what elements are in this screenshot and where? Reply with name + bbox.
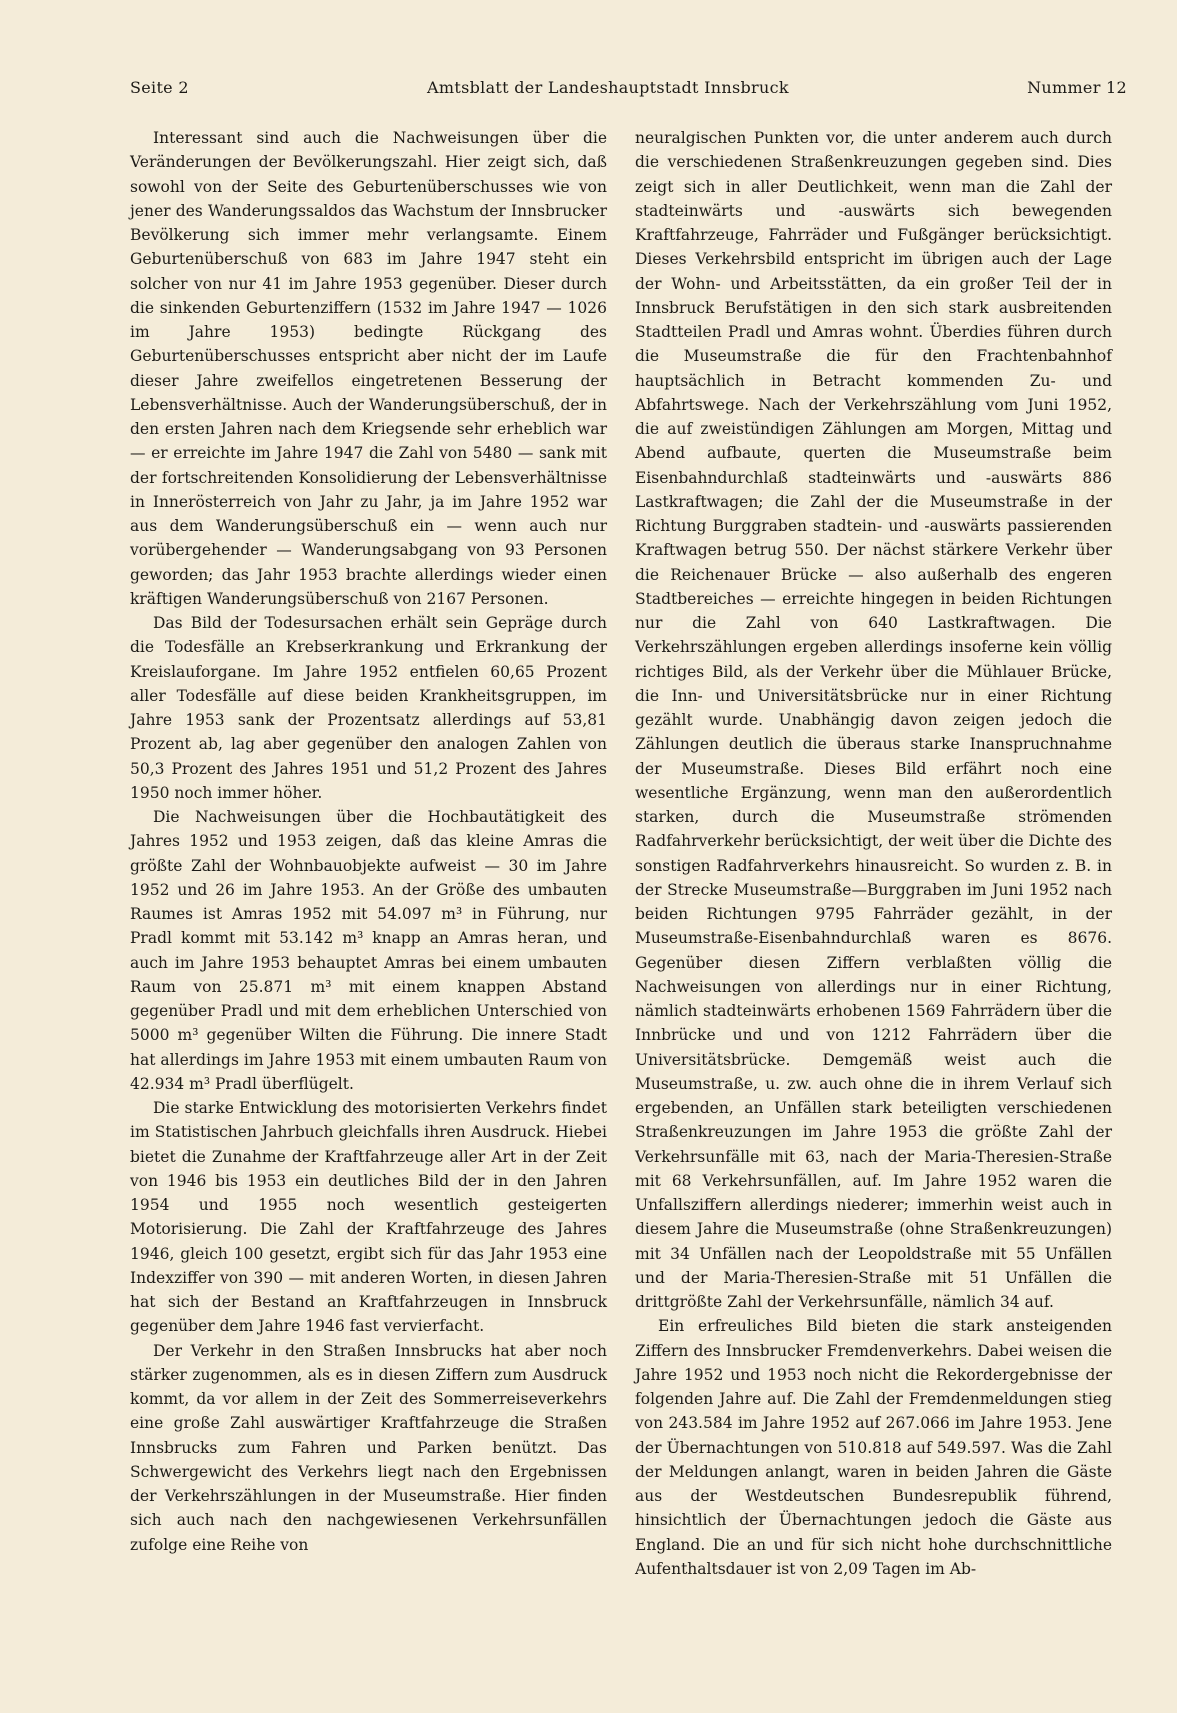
paragraph-population-change: Interessant sind auch die Nachweisungen über die Veränderungen der Bevölkerungszahl. Hier zeigt sich, daß sowohl von der Seite des Geburtenüberschusses wie von jener des Wanderungssaldos das Wachstum der Innsbrucker Bevölkerung sich immer mehr verlangsamte. Einem Geburtenüberschuß von 683 im Jahre 1947 steht ein solcher von nur 41 im Jahre 1953 gegenüber. Dieser durch die sinkenden Geburtenziffern (1532 im Jahre 1947 — 1026 im Jahre 1953) bedingte Rückgang des Geburtenüberschusses entspricht aber nicht der im Laufe dieser Jahre zweifellos eingetretenen Besserung der Lebensverhältnisse. Auch der Wanderungsüberschuß, der in den ersten Jahren nach dem Kriegsende sehr erheblich war — er erreichte im Jahre 1947 die Zahl von 5480 — sank mit der fortschreitenden Konsolidierung der Lebensverhältnisse in Innerösterreich von Jahr zu Jahr, ja im Jahre 1952 war aus dem Wanderungsüberschuß ein — wenn auch nur vorübergehender — Wanderungsabgang von 93 Personen geworden; das Jahr 1953 brachte allerdings wieder einen kräftigen Wanderungsüberschuß von 2167 Personen.: [130, 129, 607, 608]
paragraph-tourism: Ein erfreuliches Bild bieten die stark ansteigenden Ziffern des Innsbrucker Fremdenverkehrs. Dabei weisen die Jahre 1952 und 1953 noch nicht die Rekordergebnisse der folgenden Jahre auf. Die Zahl der Fremdenmeldungen stieg von 243.584 im Jahre 1952 auf 267.066 im Jahre 1953. Jene der Übernachtungen von 510.818 auf 549.597. Was die Zahl der Meldungen anlangt, waren in beiden Jahren die Gäste aus der Westdeutschen Bundesrepublik führend, hinsichtlich der Übernachtungen jedoch die Gäste aus England. Die an und für sich nicht hohe durchschnittliche Aufenthaltsdauer ist von 2,09 Tagen im Ab-: [635, 1317, 1112, 1578]
paragraph-traffic: Der Verkehr in den Straßen Innsbrucks hat aber noch stärker zugenommen, als es in diesen Ziffern zum Ausdruck kommt, da vor allem in der Zeit des Sommerreiseverkehrs eine große Zahl auswärtiger Kraftfahrzeuge die Straßen Innsbrucks zum Fahren und Parken benützt. Das Schwergewicht des Verkehrs liegt nach den Ergebnissen der Verkehrszählungen in der Museumstraße. Hier finden sich auch nach den nachgewiesenen Verkehrsunfällen zufolge eine Reihe von: [130, 1341, 607, 1554]
paragraph-construction: Die Nachweisungen über die Hochbautätigkeit des Jahres 1952 und 1953 zeigen, daß das kleine Amras die größte Zahl der Wohnbauobjekte aufweist — 30 im Jahre 1952 und 26 im Jahre 1953. An der Größe des umbauten Raumes ist Amras 1952 mit 54.097 m³ in Führung, nur Pradl kommt mit 53.142 m³ knapp an Amras heran, und auch im Jahre 1953 behauptet Amras bei einem umbauten Raum von 25.871 m³ mit einem knappen Abstand gegenüber Pradl und mit dem erheblichen Unterschied von 5000 m³ gegenüber Wilten die Führung. Die innere Stadt hat allerdings im Jahre 1953 mit einem umbauten Raum von 42.934 m³ Pradl überflügelt.: [130, 808, 607, 1093]
right-column: [635, 126, 1112, 1581]
page-label: Seite 2: [130, 78, 189, 97]
paragraph-motorization: Die starke Entwicklung des motorisierten Verkehrs findet im Statistischen Jahrbuch gleichfalls ihren Ausdruck. Hiebei bietet die Zunahme der Kraftfahrzeuge aller Art in der Zeit von 1946 bis 1953 ein deutliches Bild der in den Jahren 1954 und 1955 noch wesentlich gesteigerten Motorisierung. Die Zahl der Kraftfahrzeuge des Jahres 1946, gleich 100 gesetzt, ergibt sich für das Jahr 1953 eine Indexziffer von 390 — mit anderen Worten, in diesen Jahren hat sich der Bestand an Kraftfahrzeugen in Innsbruck gegenüber dem Jahre 1946 fast vervierfacht.: [130, 1099, 607, 1336]
paragraph-traffic-continued: neuralgischen Punkten vor, die unter anderem auch durch die verschiedenen Straßenkreuzungen gegeben sind. Dies zeigt sich in aller Deutlichkeit, wenn man die Zahl der stadteinwärts und -auswärts sich bewegenden Kraftfahrzeuge, Fahrräder und Fußgänger berücksichtigt. Dieses Verkehrsbild entspricht im übrigen auch der Lage der Wohn- und Arbeitsstätten, da ein großer Teil der in Innsbruck Berufstätigen in den sich stark ausbreitenden Stadtteilen Pradl und Amras wohnt. Überdies führen durch die Museumstraße die für den Frachtenbahnhof hauptsächlich in Betracht kommenden Zu- und Abfahrtswege. Nach der Verkehrszählung vom Juni 1952, die auf zweistündigen Zählungen am Morgen, Mittag und Abend aufbaute, querten die Museumstraße beim Eisenbahndurchlaß stadteinwärts und -auswärts 886 Lastkraftwagen; die Zahl der die Museumstraße in der Richtung Burggraben stadtein- und -auswärts passierenden Kraftwagen betrug 550. Der nächst stärkere Verkehr über die Reichenauer Brücke — also außerhalb des engeren Stadtbereiches — erreichte hingegen in beiden Richtungen nur die Zahl von 640 Lastkraftwagen. Die Verkehrszählungen ergeben allerdings insoferne kein völlig richtiges Bild, als der Verkehr über die Mühlauer Brücke, die Inn- und Universitätsbrücke nur in einer Richtung gezählt wurde. Unabhängig davon zeigen jedoch die Zählungen deutlich die überaus starke Inanspruchnahme der Museumstraße. Dieses Bild erfährt noch eine wesentliche Ergänzung, wenn man den außerordentlich starken, durch die Museumstraße strömenden Radfahrverkehr berücksichtigt, der weit über die Dichte des sonstigen Radfahrverkehrs hinausreicht. So wurden z. B. in der Strecke Museumstraße—Burggraben im Juni 1952 nach beiden Richtungen 9795 Fahrräder gezählt, in der Museumstraße-Eisenbahndurchlaß waren es 8676. Gegenüber diesen Ziffern verblaßten völlig die Nachweisungen von allerdings nur in einer Richtung, nämlich stadteinwärts erhobenen 1569 Fahrrädern über die Innbrücke und und von 1212 Fahrrädern über die Universitätsbrücke. Demgemäß weist auch die Museumstraße, u. zw. auch ohne die in ihrem Verlauf sich ergebenden, an Unfällen stark beteiligten verschiedenen Straßenkreuzungen im Jahre 1953 die größte Zahl der Verkehrsunfälle mit 63, nach der Maria-Theresien-Straße mit 68 Verkehrsunfällen, auf. Im Jahre 1952 waren die Unfallsziffern allerdings niederer; immerhin weist auch in diesem Jahre die Museumstraße (ohne Straßenkreuzungen) mit 34 Unfällen nach der Leopoldstraße mit 55 Unfällen und der Maria-Theresien-Straße mit 51 Unfällen die drittgrößte Zahl der Verkehrsunfälle, nämlich 34 auf.: [635, 129, 1112, 1311]
left-column: [130, 126, 607, 1557]
paragraph-causes-of-death: Das Bild der Todesursachen erhält sein Gepräge durch die Todesfälle an Krebserkrankung und Erkrankung der Kreislauforgane. Im Jahre 1952 entfielen 60,65 Prozent aller Todesfälle auf diese beiden Krankheitsgruppen, im Jahre 1953 sank der Prozentsatz allerdings auf 53,81 Prozent ab, lag aber gegenüber den analogen Zahlen von 50,3 Prozent des Jahres 1951 und 51,2 Prozent des Jahres 1950 noch immer höher.: [130, 614, 607, 802]
page-header: [130, 78, 1127, 97]
issue-number: Nummer 12: [1027, 78, 1127, 97]
publication-title: Amtsblatt der Landeshauptstadt Innsbruck: [427, 78, 789, 97]
